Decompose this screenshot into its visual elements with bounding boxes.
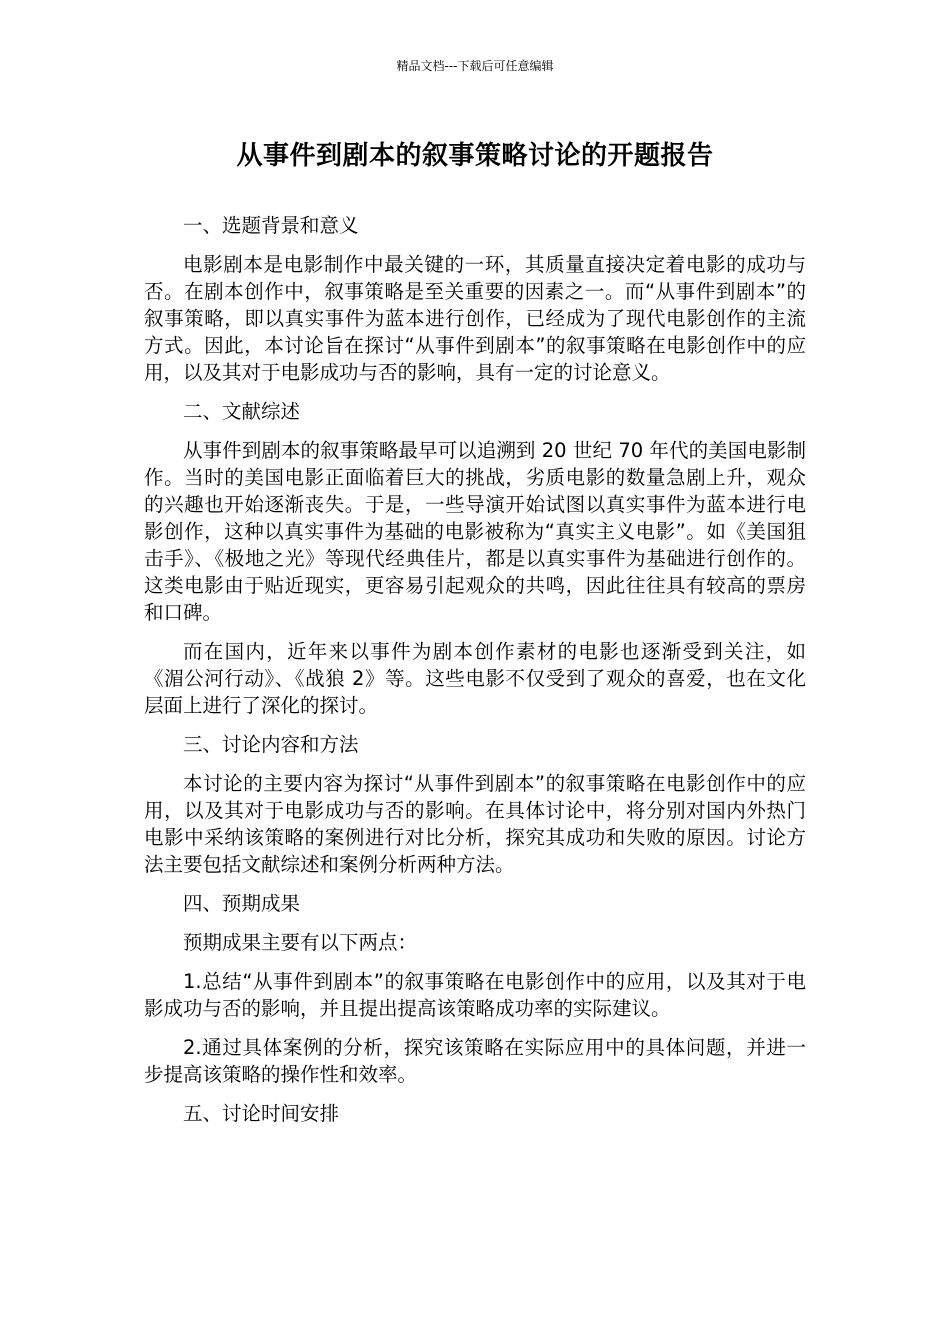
section-heading-content-methods: 三、讨论内容和方法 <box>183 733 359 756</box>
paragraph-literature-review-2: 而在国内，近年来以事件为剧本创作素材的电影也逐渐受到关注，如《湄公河行动》、《战狼 2》等。这些电影不仅受到了观众的喜爱，也在文化层面上进行了深化的探讨。 <box>144 640 806 717</box>
page-header: 精品文档---下载后可任意编辑 <box>396 59 554 73</box>
section-heading-schedule: 五、讨论时间安排 <box>183 1102 340 1125</box>
paragraph-background: 电影剧本是电影制作中最关键的一环，其质量直接决定着电影的成功与否。在剧本创作中，叙事策略是至关重要的因素之一。而“从事件到剧本”的叙事策略，即以真实事件为蓝本进行创作，已经成为了现代电影创作的主流方式。因此，本讨论旨在探讨“从事件到剧本”的叙事策略在电影创作中的应用，以及其对于电影成功与否的影响，具有一定的讨论意义。 <box>144 253 806 384</box>
paragraph-literature-review-1: 从事件到剧本的叙事策略最早可以追溯到 20 世纪 70 年代的美国电影制作。当时的美国电影正面临着巨大的挑战，劣质电影的数量急剧上升，观众的兴趣也开始逐渐丧失。于是，一些导演开始试图以真实事件为蓝本进行电影创作，这种以真实事件为基础的电影被称为“真实主义电影”。如《美国狙击手》、《极地之光》等现代经典佳片，都是以真实事件为基础进行创作的。这类电影由于贴近现实，更容易引起观众的共鸣，因此往往具有较高的票房和口碑。 <box>144 439 806 624</box>
paragraph-expected-results-intro: 预期成果主要有以下两点： <box>183 931 418 954</box>
section-heading-expected-results: 四、预期成果 <box>183 892 301 915</box>
section-heading-literature-review: 二、文献综述 <box>183 400 301 423</box>
document-body <box>144 212 806 1139</box>
document-title: 从事件到剧本的叙事策略讨论的开题报告 <box>236 141 714 171</box>
paragraph-expected-result-1: 1.总结“从事件到剧本”的叙事策略在电影创作中的应用，以及其对于电影成功与否的影响，并且提出提高该策略成功率的实际建议。 <box>144 970 806 1020</box>
paragraph-content-methods: 本讨论的主要内容为探讨“从事件到剧本”的叙事策略在电影创作中的应用，以及其对于电影成功与否的影响。在具体讨论中，将分别对国内外热门电影中采纳该策略的案例进行对比分析，探究其成功和失败的原因。讨论方法主要包括文献综述和案例分析两种方法。 <box>144 772 806 876</box>
paragraph-expected-result-2: 2.通过具体案例的分析，探究该策略在实际应用中的具体问题，并进一步提高该策略的操作性和效率。 <box>144 1036 806 1086</box>
section-heading-background: 一、选题背景和意义 <box>183 214 359 237</box>
